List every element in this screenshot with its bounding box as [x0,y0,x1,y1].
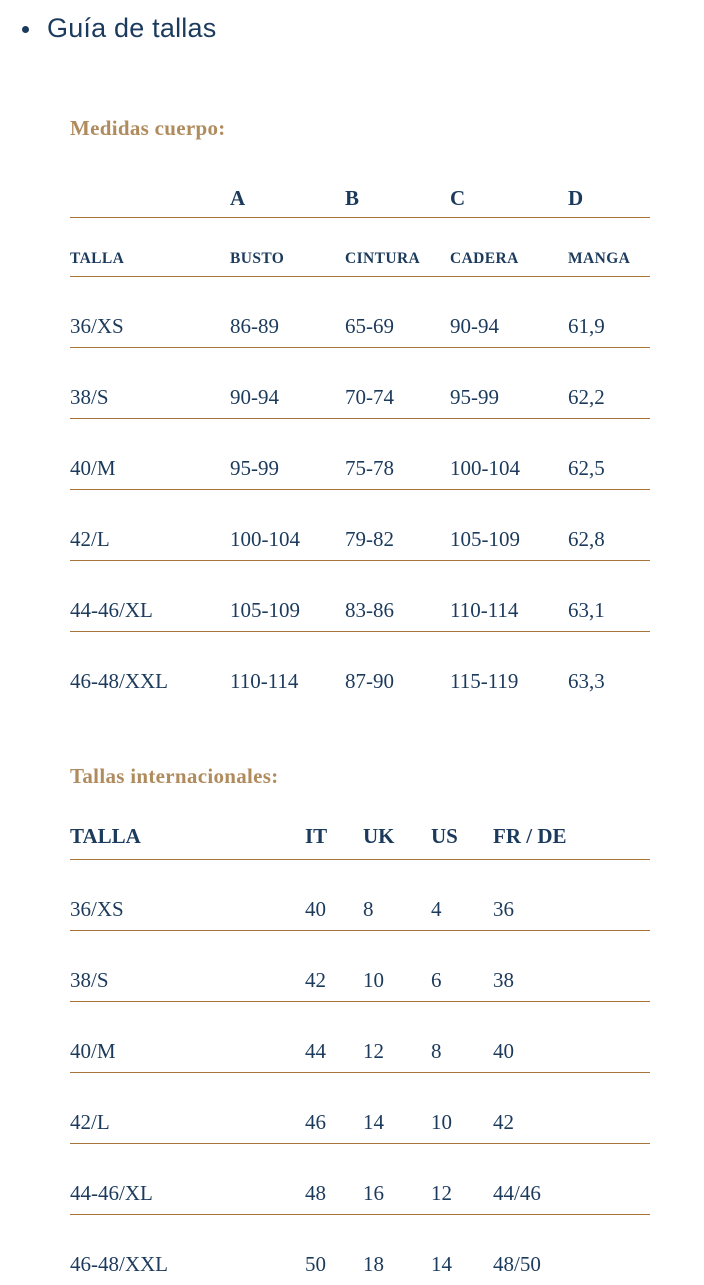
column-header-fr-de: FR / DE [493,809,650,860]
column-header-cadera: CADERA [450,218,568,277]
cell-cintura: 75-78 [345,419,450,490]
cell-talla: 46-48/XXL [70,632,230,703]
cell-manga: 61,9 [568,277,650,348]
table-row-letters [70,163,650,218]
table-row [70,348,650,419]
cell-cintura: 65-69 [345,277,450,348]
cell-fr-de: 48/50 [493,1215,650,1285]
column-header-us: US [431,809,493,860]
cell-fr-de: 36 [493,860,650,931]
column-header-cintura: CINTURA [345,218,450,277]
cell-talla: 46-48/XXL [70,1215,305,1285]
table-row [70,277,650,348]
international-sizes-table [70,809,650,1285]
table-row-headers [70,218,650,277]
cell-us: 10 [431,1073,493,1144]
letter-cell-d: D [568,163,650,218]
letter-cell-a: A [230,163,345,218]
bullet-icon [22,26,29,33]
table-row-headers [70,809,650,860]
table-row [70,419,650,490]
column-header-manga: MANGA [568,218,650,277]
cell-talla: 44-46/XL [70,1144,305,1215]
cell-us: 8 [431,1002,493,1073]
cell-us: 4 [431,860,493,931]
cell-talla: 38/S [70,348,230,419]
table-row [70,931,650,1002]
cell-manga: 62,8 [568,490,650,561]
cell-it: 50 [305,1215,363,1285]
cell-talla: 42/L [70,490,230,561]
cell-fr-de: 40 [493,1002,650,1073]
column-header-talla: TALLA [70,218,230,277]
cell-fr-de: 44/46 [493,1144,650,1215]
international-sizes-title: Tallas internacionales: [70,764,704,789]
cell-fr-de: 42 [493,1073,650,1144]
cell-manga: 63,3 [568,632,650,703]
cell-busto: 90-94 [230,348,345,419]
cell-talla: 40/M [70,419,230,490]
letter-cell-blank [70,163,230,218]
column-header-busto: BUSTO [230,218,345,277]
cell-fr-de: 38 [493,931,650,1002]
letter-cell-c: C [450,163,568,218]
cell-cadera: 90-94 [450,277,568,348]
table-row [70,632,650,703]
cell-talla: 42/L [70,1073,305,1144]
page-title-bullet [0,0,704,46]
column-header-it: IT [305,809,363,860]
table-row [70,1144,650,1215]
cell-talla: 38/S [70,931,305,1002]
cell-busto: 100-104 [230,490,345,561]
cell-us: 12 [431,1144,493,1215]
cell-uk: 14 [363,1073,431,1144]
cell-talla: 40/M [70,1002,305,1073]
cell-talla: 36/XS [70,860,305,931]
cell-talla: 36/XS [70,277,230,348]
cell-uk: 10 [363,931,431,1002]
cell-it: 44 [305,1002,363,1073]
cell-us: 14 [431,1215,493,1285]
cell-busto: 105-109 [230,561,345,632]
cell-cintura: 79-82 [345,490,450,561]
cell-manga: 63,1 [568,561,650,632]
cell-cadera: 110-114 [450,561,568,632]
cell-cadera: 95-99 [450,348,568,419]
cell-cadera: 100-104 [450,419,568,490]
cell-uk: 8 [363,860,431,931]
page-title: Guía de tallas [47,10,216,46]
cell-uk: 12 [363,1002,431,1073]
table-row [70,1215,650,1285]
table-row [70,1073,650,1144]
cell-uk: 16 [363,1144,431,1215]
cell-uk: 18 [363,1215,431,1285]
cell-us: 6 [431,931,493,1002]
cell-it: 40 [305,860,363,931]
body-measurements-table [70,163,650,702]
cell-cadera: 105-109 [450,490,568,561]
cell-it: 48 [305,1144,363,1215]
cell-manga: 62,2 [568,348,650,419]
column-header-uk: UK [363,809,431,860]
cell-busto: 95-99 [230,419,345,490]
cell-cintura: 87-90 [345,632,450,703]
cell-it: 42 [305,931,363,1002]
cell-talla: 44-46/XL [70,561,230,632]
cell-manga: 62,5 [568,419,650,490]
table-row [70,1002,650,1073]
cell-it: 46 [305,1073,363,1144]
letter-cell-b: B [345,163,450,218]
cell-cadera: 115-119 [450,632,568,703]
cell-busto: 86-89 [230,277,345,348]
cell-busto: 110-114 [230,632,345,703]
cell-cintura: 70-74 [345,348,450,419]
column-header-talla: TALLA [70,809,305,860]
table-row [70,561,650,632]
table-row [70,490,650,561]
table-row [70,860,650,931]
cell-cintura: 83-86 [345,561,450,632]
body-measurements-title: Medidas cuerpo: [70,116,704,141]
